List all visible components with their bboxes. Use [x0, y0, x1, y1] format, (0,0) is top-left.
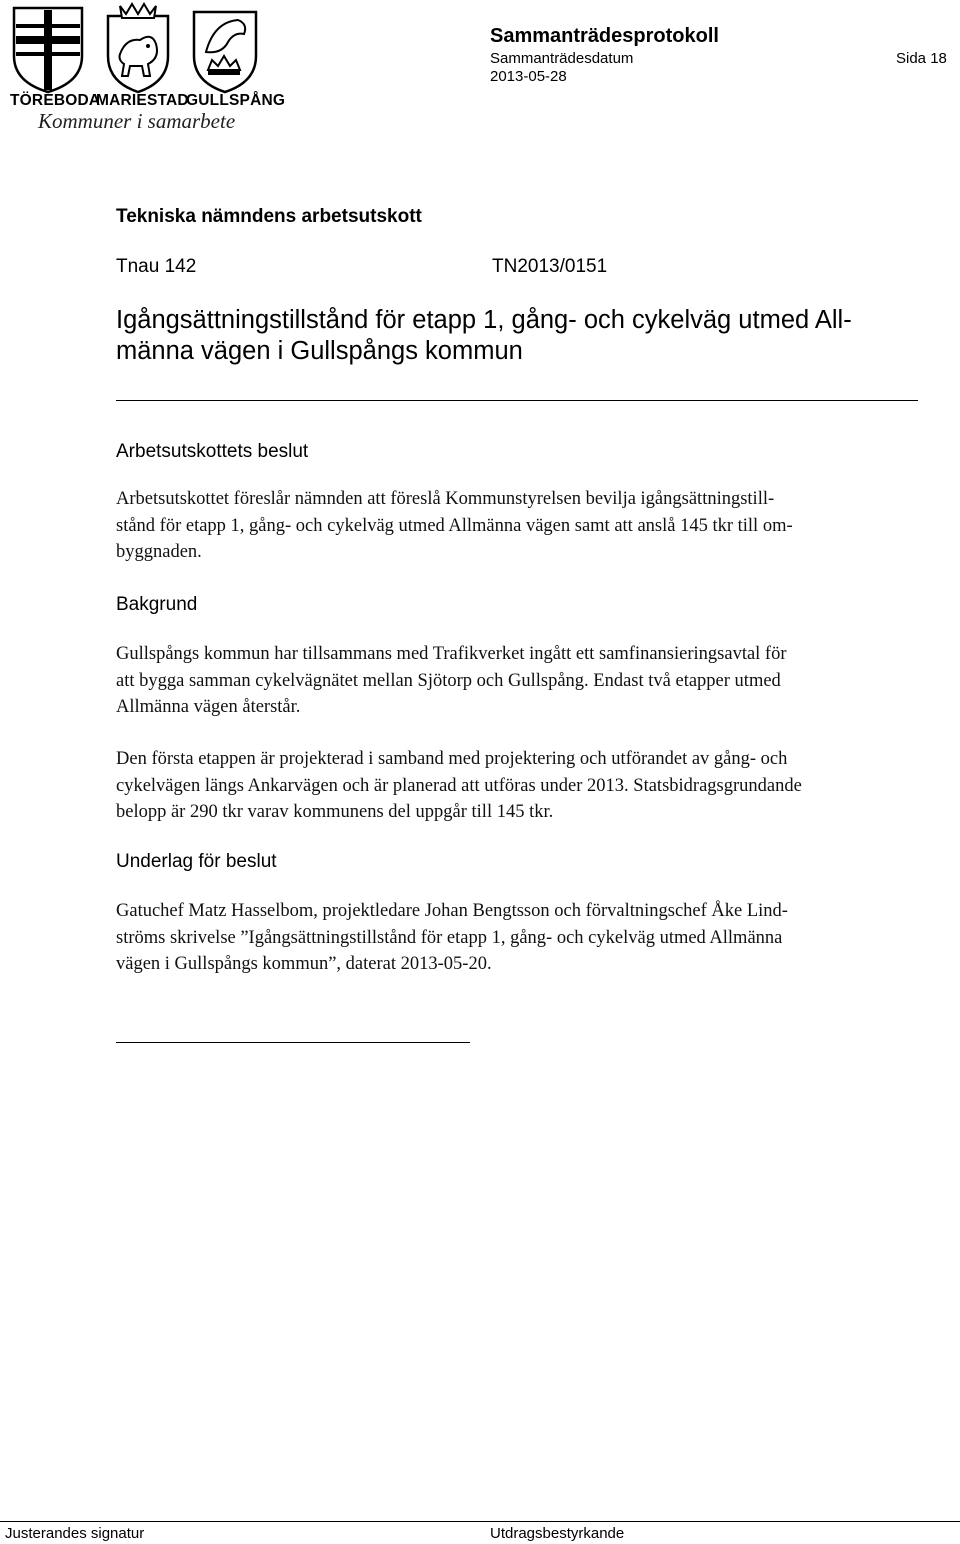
signature-label: Justerandes signatur: [5, 1525, 145, 1542]
meeting-date: 2013-05-28: [490, 68, 567, 85]
section-end-rule: [116, 1042, 470, 1043]
text-line: att bygga samman cykelvägnätet mellan Sjötorp och Gullspång. Endast två etapper utmed: [116, 670, 781, 691]
background-paragraph-2: [116, 746, 946, 826]
case-title-line: männa vägen i Gullspångs kommun: [116, 337, 523, 365]
background-paragraph-1: [116, 641, 946, 721]
text-line: stånd för etapp 1, gång- och cykelväg utmed Allmänna vägen samt att anslå 145 tkr till om-: [116, 515, 793, 536]
basis-for-decision-text: [116, 898, 946, 978]
decision-heading: Arbetsutskottets beslut: [116, 441, 309, 462]
text-line: byggnaden.: [116, 542, 202, 562]
paragraph-id: Tnau 142: [116, 256, 197, 277]
committee-name: Tekniska nämndens arbetsutskott: [116, 206, 422, 227]
page-number: Sida 18: [896, 50, 947, 67]
text-line: ströms skrivelse ”Igångsättningstillstånd för etapp 1, gång- och cykelväg utmed Allmänna: [116, 927, 783, 948]
footer-divider: [0, 1521, 960, 1522]
case-title: [116, 305, 916, 367]
decision-text: [116, 486, 946, 566]
municipality-name-toreboda: TÖREBODA: [10, 92, 101, 109]
municipality-name-mariestad: MARIESTAD: [96, 92, 189, 109]
background-heading: Bakgrund: [116, 594, 198, 615]
text-line: vägen i Gullspångs kommun”, daterat 2013-05-20.: [116, 954, 492, 974]
text-line: belopp är 290 tkr varav kommunens del uppgår till 145 tkr.: [116, 802, 554, 822]
extract-certification-label: Utdragsbestyrkande: [490, 1525, 625, 1542]
basis-for-decision-heading: Underlag för beslut: [116, 851, 277, 872]
title-divider: [116, 400, 918, 401]
municipality-name-gullspang: GULLSPÅNG: [186, 92, 286, 109]
mariestad-coat-of-arms-icon: [108, 4, 168, 92]
meeting-date-label: Sammanträdesdatum: [490, 50, 634, 67]
document-type: Sammanträdesprotokoll: [490, 25, 719, 47]
gullspang-coat-of-arms-icon: [194, 12, 256, 92]
toreboda-coat-of-arms-icon: [14, 8, 82, 92]
text-line: Den första etappen är projekterad i samband med projektering och utförandet av gång- och: [116, 749, 788, 769]
text-line: cykelvägen längs Ankarvägen och är planerad att utföras under 2013. Statsbidragsgrundande: [116, 775, 802, 796]
text-line: Gullspångs kommun har tillsammans med Trafikverket ingått ett samfinansieringsavtal för: [116, 644, 787, 664]
text-line: Allmänna vägen återstår.: [116, 697, 301, 717]
case-number: TN2013/0151: [492, 256, 608, 277]
case-title-line: Igångsättningstillstånd för etapp 1, gång- och cykelväg utmed All-: [116, 306, 852, 334]
municipality-tagline: Kommuner i samarbete: [38, 109, 236, 133]
text-line: Gatuchef Matz Hasselbom, projektledare Johan Bengtsson och förvaltningschef Åke Lind-: [116, 901, 788, 921]
text-line: Arbetsutskottet föreslår nämnden att föreslå Kommunstyrelsen bevilja igångsättningstill-: [116, 489, 775, 509]
